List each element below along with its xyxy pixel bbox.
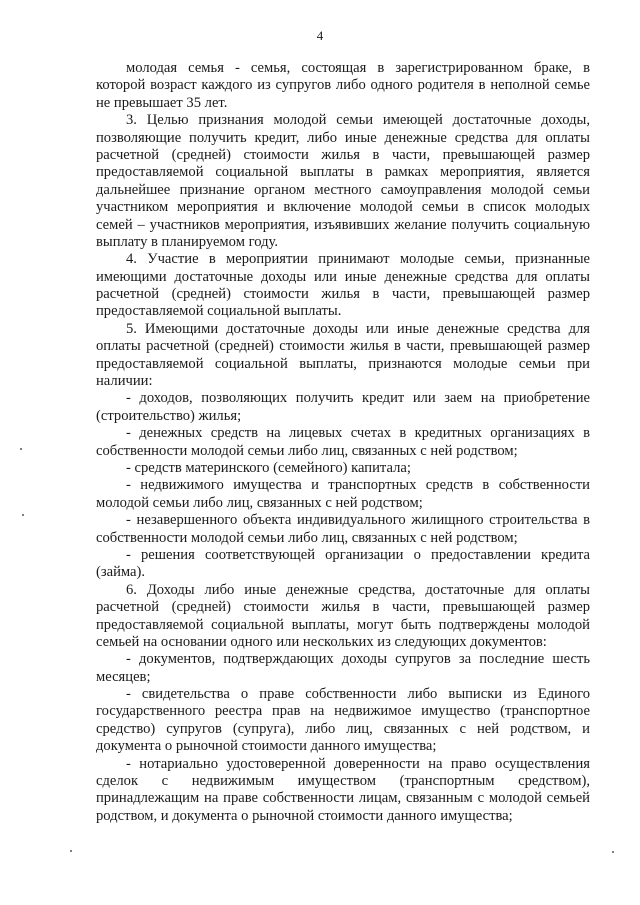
text-line: (строительство) жилья;: [96, 407, 242, 424]
text-line: (займа).: [96, 564, 146, 581]
text-line: месяцев;: [96, 668, 151, 685]
text-line: - свидетельства о праве собственности либо выписки из Единого: [126, 686, 590, 703]
text-line: 3. Целью признания молодой семьи имеющей достаточные доходы,: [126, 112, 590, 129]
text-line: средство) супругов (супруга), либо лиц, связанных с ней родством, и: [96, 720, 590, 737]
document-body: [96, 60, 590, 825]
text-line: молодой семьи либо лиц, связанных с ней родством;: [96, 494, 423, 511]
text-line: - нотариально удостоверенной доверенности на право осуществления: [126, 755, 590, 772]
text-line: оплаты расчетной (средней) стоимости жилья в части, превышающей размер: [96, 338, 590, 355]
text-line: - решения соответствующей организации о предоставлении кредита: [126, 546, 590, 563]
text-line: семьей на основании одного или нескольких из следующих документов:: [96, 633, 547, 650]
text-line: дальнейшее признание органом местного самоуправления молодой семьи: [96, 181, 590, 198]
text-line: расчетной (средней) стоимости жилья в части, превышающей размер: [96, 286, 590, 303]
page-number: 4: [316, 28, 324, 43]
text-line: которой возраст каждого из супругов либо одного родителя в неполной семье: [96, 77, 590, 94]
text-line: семей – участников мероприятия, изъявивших желание получить социальную: [96, 216, 590, 233]
scan-speck: [22, 514, 24, 516]
text-line: предоставляемой социальной выплаты, могут быть подтверждены молодой: [96, 616, 590, 633]
text-line: - денежных средств на лицевых счетах в кредитных организациях в: [126, 425, 590, 442]
text-line: предоставляемой социальной выплаты, признаются молодые семьи при: [96, 355, 590, 372]
text-line: собственности молодой семьи либо лиц, связанных с ней родством;: [96, 529, 518, 546]
text-line: государственного реестра прав на недвижимое имущество (транспортное: [96, 703, 590, 720]
text-line: 5. Имеющими достаточные доходы или иные денежные средства для: [126, 320, 590, 337]
text-line: предоставляемой социальной выплаты.: [96, 303, 342, 320]
text-line: не превышает 35 лет.: [96, 94, 228, 111]
text-line: - доходов, позволяющих получить кредит или заем на приобретение: [126, 390, 590, 407]
scan-speck: [20, 448, 22, 450]
text-line: собственности молодой семьи либо лиц, связанных с ней родством;: [96, 442, 518, 459]
text-line: имеющими достаточные доходы или иные денежные средства для оплаты: [96, 268, 590, 285]
text-line: выплату в планируемом году.: [96, 233, 278, 250]
text-line: принадлежащим на праве собственности лицам, связанным с молодой семьей: [96, 790, 590, 807]
scan-speck: [70, 850, 72, 852]
text-line: документа о рыночной стоимости данного имущества;: [96, 738, 437, 755]
scan-speck: [612, 851, 614, 853]
text-line: - незавершенного объекта индивидуального жилищного строительства в: [126, 512, 590, 529]
text-line: позволяющие получить кредит, либо иные денежные средства для оплаты: [96, 129, 590, 146]
text-line: расчетной (средней) стоимости жилья в части, превышающей размер: [96, 146, 590, 163]
text-line: - недвижимого имущества и транспортных средств в собственности: [126, 477, 590, 494]
text-line: молодая семья - семья, состоящая в зарегистрированном браке, в: [126, 60, 590, 76]
text-line: родством, и документа о рыночной стоимости данного имущества;: [96, 807, 513, 824]
text-line: предоставляемой социальной выплаты в рамках мероприятия, является: [96, 164, 590, 181]
text-line: - документов, подтверждающих доходы супругов за последние шесть: [126, 651, 590, 668]
text-line: наличии:: [96, 373, 153, 390]
text-line: сделок с недвижимым имуществом (транспортным средством),: [96, 773, 590, 790]
text-line: расчетной (средней) стоимости жилья в части, превышающей размер: [96, 599, 590, 616]
text-line: участником мероприятия и включение молодой семьи в список молодых: [96, 199, 590, 216]
text-line: - средств материнского (семейного) капитала;: [126, 459, 411, 476]
text-line: 4. Участие в мероприятии принимают молодые семьи, признанные: [126, 251, 590, 268]
text-line: 6. Доходы либо иные денежные средства, достаточные для оплаты: [126, 581, 590, 598]
